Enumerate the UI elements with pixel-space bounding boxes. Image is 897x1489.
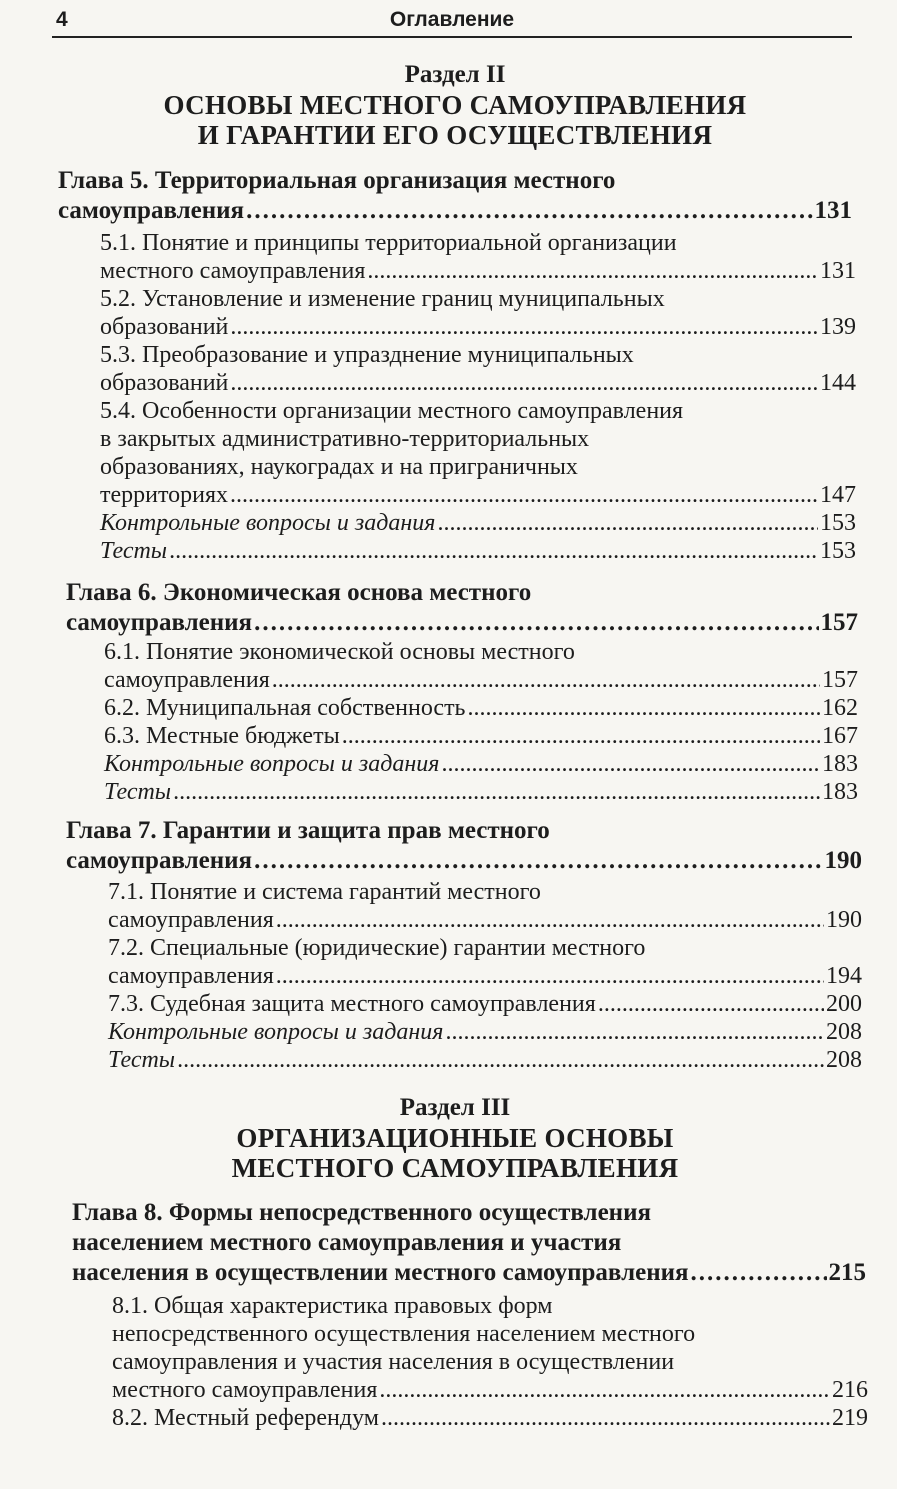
page-ref: 153 [820, 510, 856, 536]
toc-item-text: самоуправления [108, 963, 274, 989]
dot-leader [177, 1046, 824, 1074]
toc-item-text: непосредственного осуществления населением местного [112, 1321, 696, 1347]
toc-item [108, 990, 862, 1018]
dot-leader [445, 1018, 824, 1046]
chapter-entry-text: Глава 5. Территориальная организация местного [58, 167, 616, 194]
page-ref: 194 [826, 963, 862, 989]
chapter-entry [58, 166, 852, 226]
page-ref: 162 [822, 695, 858, 721]
toc-item-line [104, 778, 858, 806]
toc-item [100, 341, 856, 397]
dot-leader [441, 750, 820, 778]
chapter-entry [72, 1198, 866, 1288]
page-ref: 139 [820, 314, 856, 340]
chapter-entry-line [66, 578, 858, 608]
toc-item-line [108, 1046, 862, 1074]
dot-leader [230, 481, 818, 509]
dot-leader [379, 1376, 830, 1404]
toc-item-line [108, 1018, 862, 1046]
toc-item-text: 6.2. Муниципальная собственность [104, 695, 466, 721]
toc-item-text: 5.3. Преобразование и упразднение муниципальных [100, 342, 634, 368]
section-heading [60, 1093, 850, 1183]
chapter-entry-text: Глава 7. Гарантии и защита прав местного [66, 817, 550, 844]
page-ref: 167 [822, 723, 858, 749]
chapter-entry-line [58, 166, 852, 196]
toc-item-text: Контрольные вопросы и задания [108, 1019, 444, 1045]
chapter-entry-text: самоуправления [58, 197, 245, 224]
toc-item-text: 7.1. Понятие и система гарантий местного [108, 879, 541, 905]
toc-item-line [100, 229, 856, 257]
page-ref: 216 [832, 1377, 868, 1403]
toc-item-line [104, 722, 858, 750]
toc-item-line [108, 906, 862, 934]
toc-item [104, 750, 858, 778]
section-title-line: МЕСТНОГО САМОУПРАВЛЕНИЯ [231, 1153, 679, 1183]
chapter-entry-line [72, 1198, 866, 1228]
page-ref: 183 [822, 751, 858, 777]
toc-item-text: 8.2. Местный референдум [112, 1405, 379, 1431]
section-title-line: И ГАРАНТИИ ЕГО ОСУЩЕСТВЛЕНИЯ [197, 120, 713, 150]
section-title-line: ОСНОВЫ МЕСТНОГО САМОУПРАВЛЕНИЯ [163, 90, 747, 120]
chapter-entry-line [72, 1258, 866, 1288]
toc-item-text: 6.1. Понятие экономической основы местного [104, 639, 575, 665]
toc-item-text: 5.4. Особенности организации местного самоуправления [100, 398, 684, 424]
toc-item-line [112, 1320, 868, 1348]
dot-leader [254, 608, 818, 638]
toc-item-line [108, 878, 862, 906]
page-ref: 200 [826, 991, 862, 1017]
toc-item-line [108, 962, 862, 990]
toc-item-text: 7.3. Судебная защита местного самоуправления [108, 991, 596, 1017]
chapter-entry-text: самоуправления [66, 847, 253, 874]
toc-item-line [100, 369, 856, 397]
toc-item [108, 1046, 862, 1074]
chapter-entry [66, 578, 858, 638]
toc-item-text: 6.3. Местные бюджеты [104, 723, 340, 749]
page-ref: 190 [826, 907, 862, 933]
page-ref: 144 [820, 370, 856, 396]
toc-item-line [104, 666, 858, 694]
page-ref: 131 [814, 197, 852, 224]
toc-item [108, 934, 862, 990]
running-header [52, 6, 852, 38]
toc-item [100, 229, 856, 285]
toc-item [104, 638, 858, 694]
dot-leader [367, 257, 818, 285]
toc-item-line [108, 934, 862, 962]
toc-item [108, 1018, 862, 1046]
page-ref: 157 [820, 609, 858, 636]
page-ref: 190 [824, 847, 862, 874]
chapter-entry-line [66, 608, 858, 638]
toc-item-line [112, 1292, 868, 1320]
page-number: 4 [56, 8, 68, 31]
toc-item-line [104, 750, 858, 778]
dot-leader [598, 990, 824, 1018]
dot-leader [173, 778, 820, 806]
toc-item-line [112, 1404, 868, 1432]
toc-item-line [100, 425, 856, 453]
toc-item [104, 778, 858, 806]
chapter-entry-text: населения в осуществлении местного самоуправления [72, 1259, 689, 1286]
page-ref: 183 [822, 779, 858, 805]
dot-leader [276, 906, 824, 934]
toc-item [100, 285, 856, 341]
toc-item-line [100, 397, 856, 425]
chapter-entry-line [58, 196, 852, 226]
page-ref: 208 [826, 1047, 862, 1073]
page-ref: 219 [832, 1405, 868, 1431]
toc-item-line [112, 1348, 868, 1376]
dot-leader [276, 962, 824, 990]
toc-item-text: Контрольные вопросы и задания [100, 510, 436, 536]
page-ref: 157 [822, 667, 858, 693]
toc-item-text: образований [100, 370, 229, 396]
dot-leader [468, 694, 821, 722]
toc-item [100, 537, 856, 565]
chapter-entry-text: самоуправления [66, 609, 253, 636]
header-title: Оглавление [389, 8, 515, 31]
toc-item-text: Тесты [100, 538, 168, 564]
chapter-entry-line [72, 1228, 866, 1258]
toc-item-text: в закрытых административно-территориальных [100, 426, 590, 452]
chapter-entry-text: Глава 8. Формы непосредственного осуществления [72, 1199, 652, 1226]
toc-item-text: Тесты [108, 1047, 176, 1073]
dot-leader [437, 509, 818, 537]
dot-leader [272, 666, 820, 694]
toc-item-line [100, 481, 856, 509]
toc-item-text: самоуправления [108, 907, 274, 933]
section-title-line: ОРГАНИЗАЦИОННЫЕ ОСНОВЫ [236, 1123, 674, 1153]
dot-leader [230, 369, 818, 397]
toc-item-line [112, 1376, 868, 1404]
toc-item-text: местного самоуправления [112, 1377, 378, 1403]
toc-item-text: 5.1. Понятие и принципы территориальной организации [100, 230, 677, 256]
page-ref: 153 [820, 538, 856, 564]
dot-leader [381, 1404, 830, 1432]
toc-item-text: самоуправления [104, 667, 270, 693]
toc-item-line [100, 313, 856, 341]
toc-item [100, 397, 856, 509]
toc-item-line [108, 990, 862, 1018]
toc-item-line [100, 509, 856, 537]
section-heading [60, 60, 850, 150]
toc-item-text: самоуправления и участия населения в осуществлении [112, 1349, 675, 1375]
chapter-entry-line [66, 816, 862, 846]
page-ref: 147 [820, 482, 856, 508]
section-label: Раздел II [404, 61, 506, 88]
chapter-entry-line [66, 846, 862, 876]
dot-leader [691, 1258, 827, 1288]
toc-item-line [100, 285, 856, 313]
toc-item-line [100, 453, 856, 481]
page-ref: 208 [826, 1019, 862, 1045]
dot-leader [246, 196, 812, 226]
toc-item [104, 694, 858, 722]
page-ref: 131 [820, 258, 856, 284]
section-label: Раздел III [399, 1094, 511, 1121]
chapter-entry-text: населением местного самоуправления и участия [72, 1229, 622, 1256]
toc-item-text: Контрольные вопросы и задания [104, 751, 440, 777]
toc-item-text: образованиях, наукоградах и на приграничных [100, 454, 578, 480]
dot-leader [169, 537, 818, 565]
chapter-entry-text: Глава 6. Экономическая основа местного [66, 579, 532, 606]
toc-item [108, 878, 862, 934]
toc-item-text: 7.2. Специальные (юридические) гарантии местного [108, 935, 646, 961]
chapter-entry [66, 816, 862, 876]
toc-item-text: местного самоуправления [100, 258, 366, 284]
dot-leader [342, 722, 820, 750]
dot-leader [230, 313, 818, 341]
toc-item-text: образований [100, 314, 229, 340]
dot-leader [254, 846, 822, 876]
toc-item-text: 8.1. Общая характеристика правовых форм [112, 1293, 553, 1319]
toc-item-text: Тесты [104, 779, 172, 805]
toc-item [104, 722, 858, 750]
toc-item-line [100, 257, 856, 285]
toc-item-text: 5.2. Установление и изменение границ муниципальных [100, 286, 665, 312]
toc-item [112, 1292, 868, 1404]
toc-item [100, 509, 856, 537]
toc-item-line [100, 537, 856, 565]
toc-item-line [100, 341, 856, 369]
toc-item-text: территориях [100, 482, 229, 508]
toc-item [112, 1404, 868, 1432]
page-ref: 215 [828, 1259, 866, 1286]
toc-item-line [104, 694, 858, 722]
toc-item-line [104, 638, 858, 666]
